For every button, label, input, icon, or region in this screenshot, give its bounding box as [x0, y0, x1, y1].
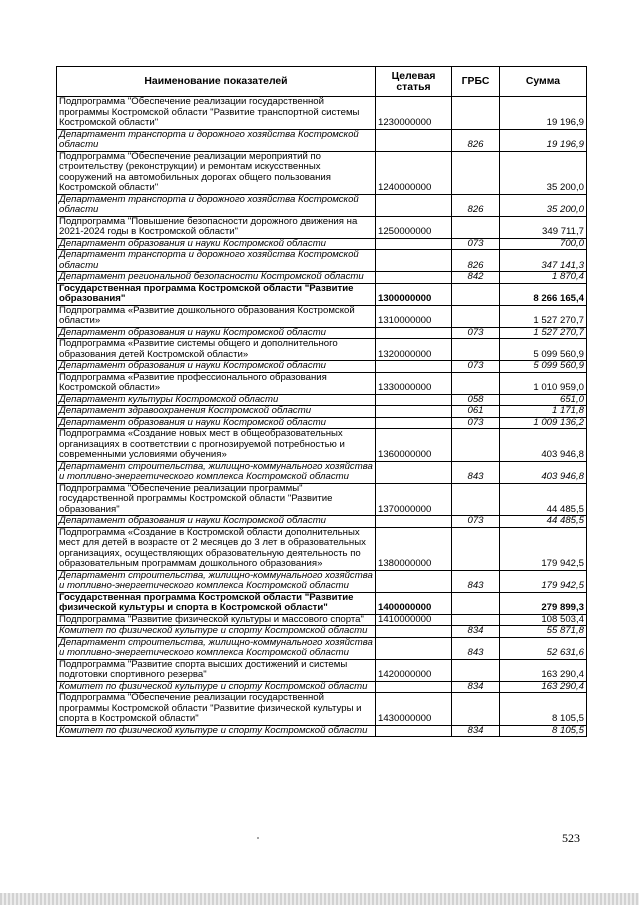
- row-sum-cell: 5 099 560,9: [500, 339, 587, 361]
- row-grbs-cell: 058: [452, 394, 500, 406]
- table-row: [57, 693, 587, 726]
- row-code-cell: [376, 417, 452, 429]
- row-sum-cell: 19 196,9: [500, 129, 587, 151]
- row-sum-cell: 179 942,5: [500, 570, 587, 592]
- table-row: [57, 327, 587, 339]
- table-row: [57, 272, 587, 284]
- table-row: [57, 592, 587, 614]
- table-body: [57, 97, 587, 737]
- row-code-cell: [376, 725, 452, 737]
- row-code-cell: 1400000000: [376, 592, 452, 614]
- header-target-article: Целевая статья: [376, 67, 452, 97]
- row-sum-cell: 279 899,3: [500, 592, 587, 614]
- row-name-cell: Подпрограмма "Обеспечение реализации мероприятий по строительству (реконструкции) и ремонтам искусственных сооружений на автомобильных дорогах общего пользования Костромской области": [57, 151, 376, 194]
- row-name-cell: Департамент образования и науки Костромской области: [57, 238, 376, 250]
- row-code-cell: 1300000000: [376, 283, 452, 305]
- table-row: [57, 372, 587, 394]
- table-row: [57, 194, 587, 216]
- row-name-cell: Департамент транспорта и дорожного хозяйства Костромской области: [57, 194, 376, 216]
- row-grbs-cell: [452, 429, 500, 462]
- row-code-cell: [376, 238, 452, 250]
- row-name-cell: Департамент образования и науки Костромской области: [57, 516, 376, 528]
- table-row: [57, 361, 587, 373]
- row-grbs-cell: 826: [452, 250, 500, 272]
- table-row: [57, 97, 587, 130]
- row-grbs-cell: 834: [452, 681, 500, 693]
- row-grbs-cell: [452, 527, 500, 570]
- row-sum-cell: 44 485,5: [500, 516, 587, 528]
- row-grbs-cell: [452, 693, 500, 726]
- table-row: [57, 216, 587, 238]
- row-code-cell: 1310000000: [376, 305, 452, 327]
- row-code-cell: [376, 681, 452, 693]
- table-row: [57, 461, 587, 483]
- row-name-cell: Департамент образования и науки Костромской области: [57, 417, 376, 429]
- table-row: [57, 129, 587, 151]
- row-code-cell: [376, 570, 452, 592]
- row-grbs-cell: [452, 283, 500, 305]
- row-grbs-cell: 826: [452, 129, 500, 151]
- row-sum-cell: 1 171,8: [500, 406, 587, 418]
- row-grbs-cell: 826: [452, 194, 500, 216]
- page-number: 523: [562, 831, 580, 845]
- row-name-cell: Подпрограмма «Развитие профессионального образования Костромской области»: [57, 372, 376, 394]
- row-name-cell: Подпрограмма «Развитие системы общего и дополнительного образования детей Костромской области»: [57, 339, 376, 361]
- row-code-cell: [376, 516, 452, 528]
- row-name-cell: Комитет по физической культуре и спорту Костромской области: [57, 725, 376, 737]
- table-row: [57, 394, 587, 406]
- row-code-cell: 1430000000: [376, 693, 452, 726]
- row-grbs-cell: [452, 151, 500, 194]
- row-sum-cell: 8 105,5: [500, 725, 587, 737]
- row-sum-cell: 44 485,5: [500, 483, 587, 516]
- row-sum-cell: 403 946,8: [500, 461, 587, 483]
- table-row: [57, 339, 587, 361]
- row-code-cell: [376, 272, 452, 284]
- row-grbs-cell: 842: [452, 272, 500, 284]
- table-row: [57, 406, 587, 418]
- row-name-cell: Департамент образования и науки Костромской области: [57, 361, 376, 373]
- header-name: Наименование показателей: [57, 67, 376, 97]
- row-grbs-cell: [452, 483, 500, 516]
- row-name-cell: Департамент культуры Костромской области: [57, 394, 376, 406]
- row-sum-cell: 1 870,4: [500, 272, 587, 284]
- table-row: [57, 250, 587, 272]
- row-grbs-cell: 061: [452, 406, 500, 418]
- row-name-cell: Подпрограмма "Развитие физической культуры и массового спорта": [57, 614, 376, 626]
- row-name-cell: Департамент строительства, жилищно-коммунального хозяйства и топливно-энергетического комплекса Костромской области: [57, 461, 376, 483]
- row-name-cell: Подпрограмма "Обеспечение реализации программы" государственной программы Костромской области "Развитие образования": [57, 483, 376, 516]
- row-sum-cell: 8 266 165,4: [500, 283, 587, 305]
- row-sum-cell: 1 527 270,7: [500, 305, 587, 327]
- table-row: [57, 305, 587, 327]
- row-code-cell: 1410000000: [376, 614, 452, 626]
- row-name-cell: Подпрограмма «Создание в Костромской области дополнительных мест для детей в возрасте от 2 месяцев до 3 лет в образовательных организациях, осуществляющих образовательную деятельность по образовательным программам дошкольного образования»: [57, 527, 376, 570]
- row-code-cell: [376, 361, 452, 373]
- row-name-cell: Департамент образования и науки Костромской области: [57, 327, 376, 339]
- row-grbs-cell: 073: [452, 361, 500, 373]
- row-code-cell: 1380000000: [376, 527, 452, 570]
- table-row: [57, 151, 587, 194]
- row-name-cell: Подпрограмма «Развитие дошкольного образования Костромской области»: [57, 305, 376, 327]
- row-name-cell: Государственная программа Костромской области "Развитие физической культуры и спорта в Костромской области": [57, 592, 376, 614]
- table-row: [57, 659, 587, 681]
- row-code-cell: [376, 406, 452, 418]
- row-grbs-cell: [452, 614, 500, 626]
- row-sum-cell: 403 946,8: [500, 429, 587, 462]
- row-grbs-cell: 834: [452, 725, 500, 737]
- row-name-cell: Подпрограмма «Создание новых мест в общеобразовательных организациях в соответствии с прогнозируемой потребностью и современными условиями обучения»: [57, 429, 376, 462]
- row-sum-cell: 35 200,0: [500, 151, 587, 194]
- table-row: [57, 614, 587, 626]
- row-grbs-cell: [452, 97, 500, 130]
- table-row: [57, 283, 587, 305]
- row-grbs-cell: [452, 592, 500, 614]
- row-sum-cell: 1 527 270,7: [500, 327, 587, 339]
- row-sum-cell: 651,0: [500, 394, 587, 406]
- header-grbs: ГРБС: [452, 67, 500, 97]
- table-row: [57, 637, 587, 659]
- row-name-cell: Комитет по физической культуре и спорту Костромской области: [57, 626, 376, 638]
- row-name-cell: Подпрограмма "Повышение безопасности дорожного движения на 2021-2024 годы в Костромской области": [57, 216, 376, 238]
- row-grbs-cell: [452, 305, 500, 327]
- row-name-cell: Государственная программа Костромской области "Развитие образования": [57, 283, 376, 305]
- row-name-cell: Комитет по физической культуре и спорту Костромской области: [57, 681, 376, 693]
- row-grbs-cell: [452, 216, 500, 238]
- scan-edge-band: [0, 893, 639, 905]
- row-code-cell: 1370000000: [376, 483, 452, 516]
- table-header-row: [57, 67, 587, 97]
- row-sum-cell: 52 631,6: [500, 637, 587, 659]
- row-name-cell: Департамент строительства, жилищно-коммунального хозяйства и топливно-энергетического комплекса Костромской области: [57, 637, 376, 659]
- row-sum-cell: 163 290,4: [500, 681, 587, 693]
- row-grbs-cell: 843: [452, 461, 500, 483]
- table-row: [57, 681, 587, 693]
- row-code-cell: [376, 327, 452, 339]
- row-code-cell: 1230000000: [376, 97, 452, 130]
- row-grbs-cell: 073: [452, 516, 500, 528]
- table-row: [57, 483, 587, 516]
- budget-table: [56, 66, 587, 737]
- row-grbs-cell: 843: [452, 637, 500, 659]
- table-row: [57, 626, 587, 638]
- row-name-cell: Департамент транспорта и дорожного хозяйства Костромской области: [57, 129, 376, 151]
- row-name-cell: Департамент здравоохранения Костромской области: [57, 406, 376, 418]
- row-sum-cell: 8 105,5: [500, 693, 587, 726]
- row-code-cell: [376, 637, 452, 659]
- row-code-cell: [376, 129, 452, 151]
- row-sum-cell: 5 099 560,9: [500, 361, 587, 373]
- table-row: [57, 238, 587, 250]
- table-row: [57, 527, 587, 570]
- row-code-cell: 1360000000: [376, 429, 452, 462]
- row-sum-cell: 55 871,8: [500, 626, 587, 638]
- row-code-cell: 1250000000: [376, 216, 452, 238]
- row-code-cell: [376, 394, 452, 406]
- header-sum: Сумма: [500, 67, 587, 97]
- row-name-cell: Подпрограмма "Обеспечение реализации государственной программы Костромской области "Развитие транспортной системы Костромской области": [57, 97, 376, 130]
- row-name-cell: Подпрограмма "Обеспечение реализации государственной программы Костромской области "Развитие физической культуры и спорта в Костромской области": [57, 693, 376, 726]
- row-grbs-cell: [452, 339, 500, 361]
- row-code-cell: 1240000000: [376, 151, 452, 194]
- row-code-cell: 1330000000: [376, 372, 452, 394]
- row-sum-cell: 347 141,3: [500, 250, 587, 272]
- row-grbs-cell: [452, 372, 500, 394]
- row-name-cell: Департамент региональной безопасности Костромской области: [57, 272, 376, 284]
- row-sum-cell: 700,0: [500, 238, 587, 250]
- row-sum-cell: 1 009 136,2: [500, 417, 587, 429]
- row-grbs-cell: 834: [452, 626, 500, 638]
- row-grbs-cell: 073: [452, 417, 500, 429]
- row-code-cell: [376, 250, 452, 272]
- row-sum-cell: 108 503,4: [500, 614, 587, 626]
- row-sum-cell: 1 010 959,0: [500, 372, 587, 394]
- row-name-cell: Подпрограмма "Развитие спорта высших достижений и системы подготовки спортивного резерва": [57, 659, 376, 681]
- row-name-cell: Департамент строительства, жилищно-коммунального хозяйства и топливно-энергетического комплекса Костромской области: [57, 570, 376, 592]
- row-sum-cell: 179 942,5: [500, 527, 587, 570]
- row-name-cell: Департамент транспорта и дорожного хозяйства Костромской области: [57, 250, 376, 272]
- row-sum-cell: 349 711,7: [500, 216, 587, 238]
- table-row: [57, 570, 587, 592]
- row-code-cell: [376, 194, 452, 216]
- row-grbs-cell: [452, 659, 500, 681]
- table-row: [57, 429, 587, 462]
- scan-dot: [257, 837, 259, 839]
- table-row: [57, 417, 587, 429]
- row-grbs-cell: 843: [452, 570, 500, 592]
- row-sum-cell: 19 196,9: [500, 97, 587, 130]
- row-code-cell: [376, 626, 452, 638]
- row-code-cell: 1320000000: [376, 339, 452, 361]
- row-code-cell: [376, 461, 452, 483]
- row-sum-cell: 35 200,0: [500, 194, 587, 216]
- row-grbs-cell: 073: [452, 327, 500, 339]
- table-row: [57, 516, 587, 528]
- table-row: [57, 725, 587, 737]
- row-code-cell: 1420000000: [376, 659, 452, 681]
- row-sum-cell: 163 290,4: [500, 659, 587, 681]
- row-grbs-cell: 073: [452, 238, 500, 250]
